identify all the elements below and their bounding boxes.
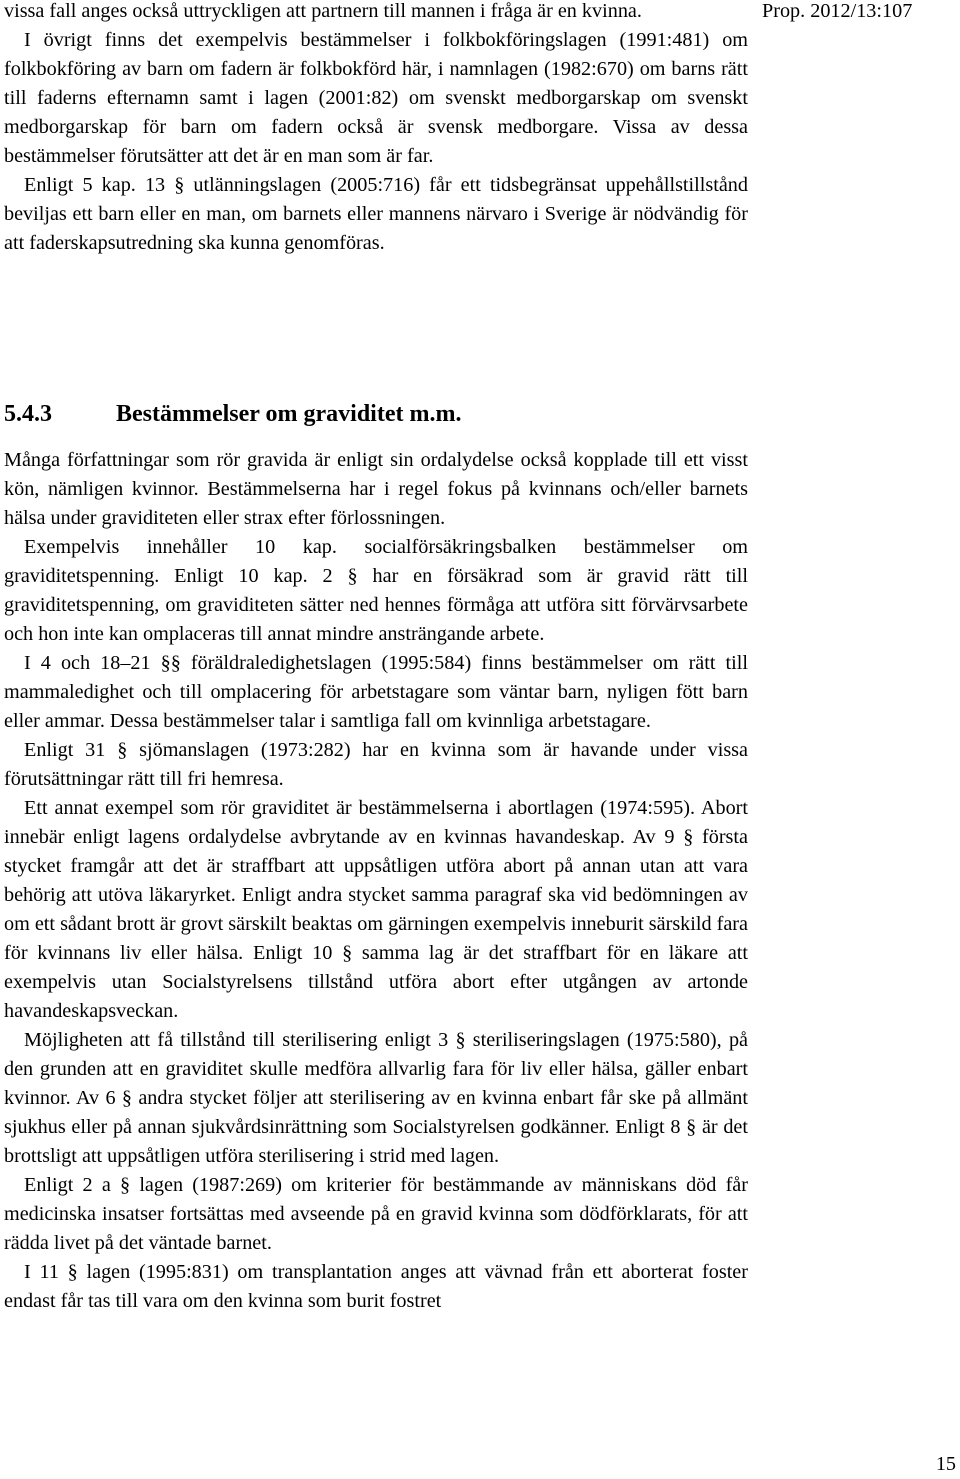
paragraph: Enligt 5 kap. 13 § utlänningslagen (2005:716) får ett tidsbegränsat uppehållstillstånd beviljas ett barn eller en man, om barnets eller mannens närvaro i Sverige är nödvändig för att faderskapsutredning ska kunna genomföras. bbox=[4, 174, 748, 254]
section-heading bbox=[4, 400, 461, 429]
paragraph: Möjligheten att få tillstånd till sterilisering enligt 3 § steriliseringslagen (1975:580), på den grunden att en graviditet skulle medföra allvarlig fara för liv eller hälsa, gäller enbart kvinnor. Av 6 § andra stycket följer att sterilisering av en kvinna enbart får ske på allmänt sjukhus eller på annan sjukvårdsinrättning som Socialstyrelsen godkänner. Enligt 8 § är det brottsligt att uppsåtligen utföra sterilisering i strid med lagen. bbox=[4, 1029, 748, 1167]
page-number: 15 bbox=[935, 1453, 956, 1475]
paragraph: Exempelvis innehåller 10 kap. socialförsäkringsbalken bestämmelser om graviditetspenning. Enligt 10 kap. 2 § har en försäkrad som är gravid rätt till graviditetspenning, om graviditeten sätter ned hennes förmåga att utföra sitt förvärvsarbete och hon inte kan omplaceras till annat mindre ansträngande arbete. bbox=[4, 536, 748, 645]
top-text bbox=[4, 0, 748, 258]
paragraph-continuation: vissa fall anges också uttryckligen att partnern till mannen i fråga är en kvinna. bbox=[4, 0, 642, 22]
paragraph: Enligt 31 § sjömanslagen (1973:282) har en kvinna som är havande under vissa förutsättningar rätt till fri hemresa. bbox=[4, 739, 748, 790]
paragraph: Många författningar som rör gravida är enligt sin ordalydelse också kopplade till ett visst kön, nämligen kvinnor. Bestämmelserna har i regel fokus på kvinnans och/eller barnets hälsa under graviditeten eller strax efter förlossningen. bbox=[4, 449, 748, 529]
paragraph: I 4 och 18–21 §§ föräldraledighetslagen (1995:584) finns bestämmelser om rätt till mammaledighet och till omplacering för arbetstagare som väntar barn, nyligen fött barn eller ammar. Dessa bestämmelser talar i samtliga fall om kvinnliga arbetstagare. bbox=[4, 652, 748, 732]
proposition-reference: Prop. 2012/13:107 bbox=[762, 0, 913, 22]
section-number: 5.4.3 bbox=[4, 401, 52, 427]
paragraph: I 11 § lagen (1995:831) om transplantation anges att vävnad från ett aborterat foster endast får tas till vara om den kvinna som burit fostret bbox=[4, 1261, 748, 1312]
paragraph: Ett annat exempel som rör graviditet är bestämmelserna i abortlagen (1974:595). Abort innebär enligt lagens ordalydelse avbrytande av en kvinnas havandeskap. Av 9 § första stycket framgår att det är straffbart att uppsåtligen utföra abort på annan utan att vara behörig att utöva läkaryrket. Enligt andra stycket samma paragraf ska vid bedömningen av om ett sådant brott är grovt särskilt beaktas om gärningen exempelvis inneburit särskild fara för kvinnans liv eller hälsa. Enligt 10 § samma lag är det straffbart för en läkare att exempelvis utan Socialstyrelsens tillstånd utföra abort efter utgången av artonde havandeskapsveckan. bbox=[4, 797, 748, 1022]
paragraph: I övrigt finns det exempelvis bestämmelser i folkbokföringslagen (1991:481) om folkbokföring av barn om fadern är folkbokförd här, i namnlagen (1982:670) om barns rätt till faderns efternamn samt i lagen (2001:82) om svenskt medborgarskap om svenskt medborgarskap för barn om fadern också är svensk medborgare. Vissa av dessa bestämmelser förutsätter att det är en man som är far. bbox=[4, 29, 748, 167]
section-title: Bestämmelser om graviditet m.m. bbox=[116, 401, 462, 427]
section-text bbox=[4, 446, 748, 1316]
paragraph: Enligt 2 a § lagen (1987:269) om kriterier för bestämmande av människans död får medicinska insatser fortsättas med avseende på en gravid kvinna som dödförklarats, för att rädda livet på det väntade barnet. bbox=[4, 1174, 748, 1254]
